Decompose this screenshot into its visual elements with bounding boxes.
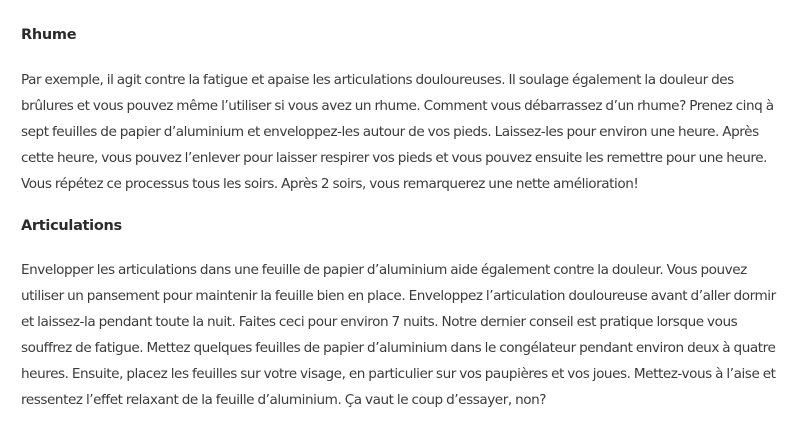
section-heading-rhume: Rhume xyxy=(21,27,77,43)
section-paragraph-articulations: Envelopper les articulations dans une feuille de papier d’aluminium aide également contre la douleur. Vous pouvez utiliser un pansement pour maintenir la feuille bien en place. Enveloppez l’articulation douloureuse avant d’aller dormir et laissez-la pendant toute la nuit. Faites ceci pour environ 7 nuits. Notre dernier conseil est pratique lorsque vous souffrez de fatigue. Mettez quelques feuilles de papier d’aluminium dans le congélateur pendant environ deux à quatre heures. Ensuite, placez les feuilles sur votre visage, en particulier sur vos paupières et vos joues. Mettez-vous à l’aise et ressentez l’effet relaxant de la feuille d’aluminium. Ça vaut le coup d’essayer, non? xyxy=(21,262,776,408)
section-paragraph-rhume: Par exemple, il agit contre la fatigue et apaise les articulations douloureuses. Il soulage également la douleur des brûlures et vous pouvez même l’utiliser si vous avez un rhume. Comment vous débarrassez d’un rhume? Prenez cinq à sept feuilles de papier d’aluminium et enveloppez-les autour de vos pieds. Laissez-les pour environ une heure. Après cette heure, vous pouvez l’enlever pour laisser respirer vos pieds et vous pouvez ensuite les remettre pour une heure. Vous répétez ce processus tous les soirs. Après 2 soirs, vous remarquerez une nette amélioration! xyxy=(21,72,774,192)
section-heading-articulations: Articulations xyxy=(21,218,122,234)
